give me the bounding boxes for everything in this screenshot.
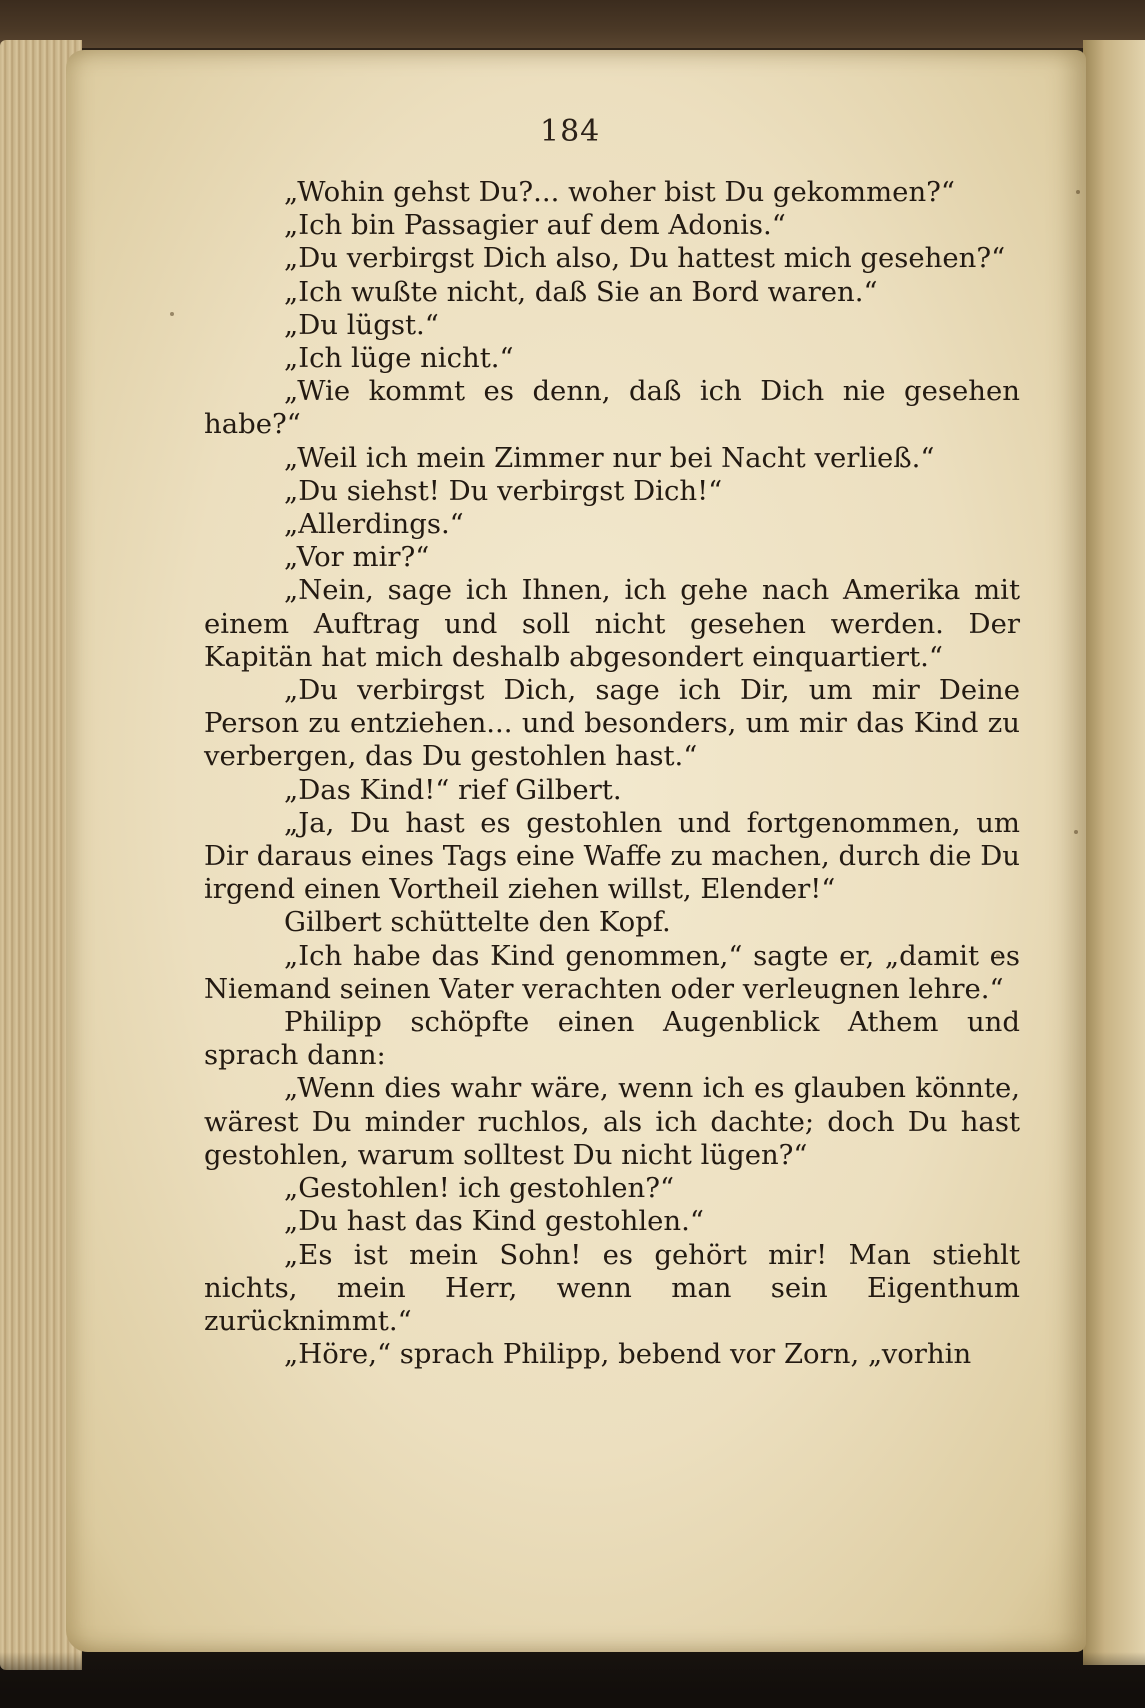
paragraph: Gilbert schüttelte den Kopf. [284, 906, 671, 939]
paragraph: „Ich wußte nicht, daß Sie an Bord waren.“ [284, 275, 878, 308]
page-number: 184 [540, 114, 601, 149]
paragraph: „Allerdings.“ [284, 508, 464, 541]
paragraph: „Weil ich mein Zimmer nur bei Nacht verließ.“ [284, 441, 935, 474]
paragraph: „Ich bin Passagier auf dem Adonis.“ [284, 209, 786, 242]
paragraph: „Das Kind!“ rief Gilbert. [284, 773, 622, 806]
paragraph: „Höre,“ sprach Philipp, bebend vor Zorn, „vorhin [284, 1338, 972, 1371]
paragraph: Philipp schöpfte einen Augenblick Athem und sprach dann: [204, 1006, 1020, 1072]
book-cover-edge [0, 0, 1145, 48]
bottom-edge-shadow [0, 1652, 1145, 1708]
paragraph: „Ich habe das Kind genommen,“ sagte er, „damit es Niemand seinen Vater verachten oder verleugnen lehre.“ [204, 939, 1020, 1005]
paragraph: „Wie kommt es denn, daß ich Dich nie gesehen habe?“ [204, 375, 1020, 441]
paragraph: „Du verbirgst Dich, sage ich Dir, um mir Deine Person zu entziehen... und besonders, um mir das Kind zu verbergen, das Du gestohlen hast.“ [204, 674, 1020, 773]
paragraph: „Ja, Du hast es gestohlen und fortgenommen, um Dir daraus eines Tags eine Waffe zu machen, durch die Du irgend einen Vortheil ziehen willst, Elender!“ [204, 806, 1020, 906]
facing-page-edge [1083, 40, 1145, 1665]
paragraph: „Es ist mein Sohn! es gehört mir! Man stiehlt nichts, mein Herr, wenn man sein Eigenthum zurücknimmt.“ [204, 1238, 1020, 1337]
paragraph: „Ich lüge nicht.“ [284, 342, 514, 375]
paragraph: „Wenn dies wahr wäre, wenn ich es glauben könnte, wärest Du minder ruchlos, als ich dachte; doch Du hast gestohlen, warum solltest Du nicht lügen?“ [204, 1072, 1020, 1171]
foxing-speck [1074, 830, 1078, 834]
paragraph: „Du hast das Kind gestohlen.“ [284, 1205, 704, 1238]
page-body-text [204, 176, 1020, 1371]
foxing-speck [1076, 190, 1080, 194]
paragraph: „Gestohlen! ich gestohlen?“ [284, 1172, 675, 1205]
paragraph: „Nein, sage ich Ihnen, ich gehe nach Amerika mit einem Auftrag und soll nicht gesehen werden. Der Kapitän hat mich deshalb abgesondert einquartiert.“ [204, 574, 1020, 673]
paragraph: „Du verbirgst Dich also, Du hattest mich gesehen?“ [284, 242, 1006, 275]
paragraph: „Du siehst! Du verbirgst Dich!“ [284, 474, 723, 507]
paragraph: „Wohin gehst Du?... woher bist Du gekommen?“ [284, 176, 955, 208]
paragraph: „Vor mir?“ [284, 541, 430, 574]
foxing-speck [170, 312, 174, 316]
paragraph: „Du lügst.“ [284, 308, 439, 341]
